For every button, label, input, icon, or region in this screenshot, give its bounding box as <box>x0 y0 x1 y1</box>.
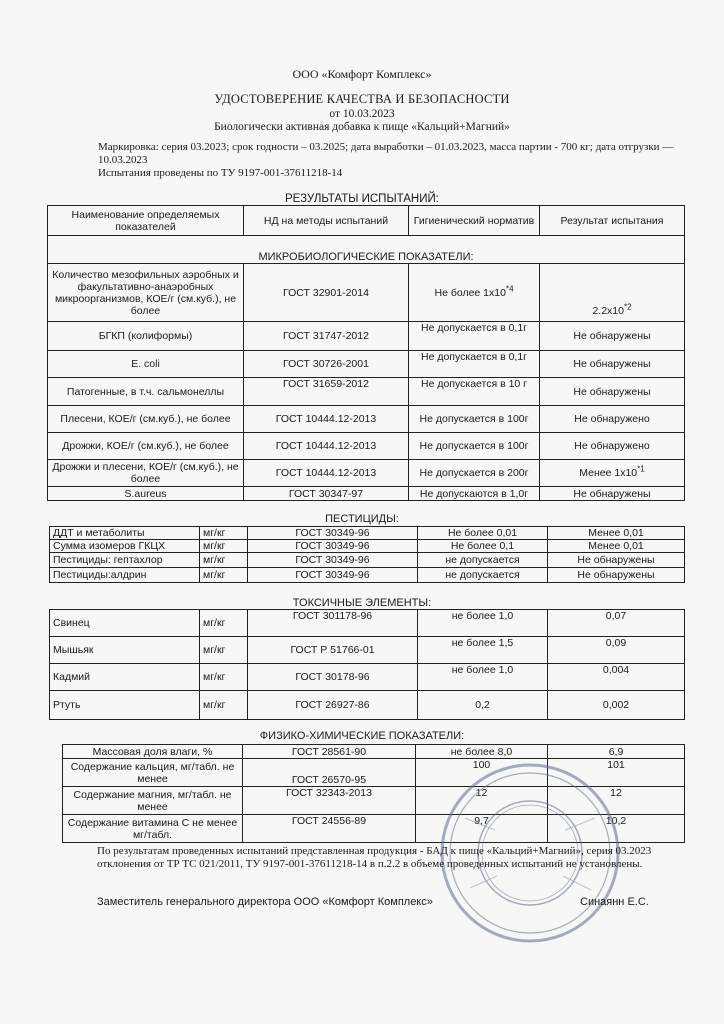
unit: мг/кг <box>200 610 248 637</box>
pesticides-table <box>49 526 685 583</box>
column-header: Гигиенический норматив <box>409 206 540 236</box>
indicator-name: Содержание витамина С не менее мг/табл. <box>63 815 243 843</box>
unit: мг/кг <box>200 527 248 540</box>
method: ГОСТ 301178-96 <box>248 610 418 637</box>
method: ГОСТ 26927-86 <box>248 691 418 720</box>
indicator-name: Пестициды: гептахлор <box>50 553 200 568</box>
table-row <box>48 460 685 487</box>
indicator-name: Плесени, КОЕ/г (см.куб.), не более <box>48 406 244 433</box>
table-row <box>50 637 685 664</box>
section-title-physchem: ФИЗИКО-ХИМИЧЕСКИЕ ПОКАЗАТЕЛИ: <box>259 730 465 742</box>
table-header-row <box>48 206 685 236</box>
norm: не более 1,0 <box>418 664 548 691</box>
method: ГОСТ 26570-95 <box>243 759 416 787</box>
method: ГОСТ 10444.12-2013 <box>244 433 409 460</box>
norm: не более 1,0 <box>418 610 548 637</box>
method: ГОСТ 32343-2013 <box>243 787 416 815</box>
table-row <box>48 322 685 351</box>
indicator-name: Пестициды:алдрин <box>50 568 200 583</box>
norm: не более 8,0 <box>416 745 548 759</box>
indicator-name: Сумма изомеров ГКЦХ <box>50 540 200 553</box>
section-title-pesticides: ПЕСТИЦИДЫ: <box>325 513 399 525</box>
method: ГОСТ 30349-96 <box>248 568 418 583</box>
product-name: Биологически активная добавка к пище «Кальций+Магний» <box>214 121 510 133</box>
indicator-name: S.aureus <box>48 487 244 501</box>
unit: мг/кг <box>200 568 248 583</box>
indicator-name: Дрожжи и плесени, КОЕ/г (см.куб.), не более <box>48 460 244 487</box>
result: Не обнаружены <box>540 322 685 351</box>
company-name: ООО «Комфорт Комплекс» <box>292 67 432 81</box>
result: Не обнаружены <box>548 553 685 568</box>
method: ГОСТ 10444.12-2013 <box>244 406 409 433</box>
table-row <box>50 553 685 568</box>
result: Не обнаружено <box>540 406 685 433</box>
method: ГОСТ 30347-97 <box>244 487 409 501</box>
column-header: Результат испытания <box>540 206 685 236</box>
table-row <box>63 745 685 759</box>
result: Не обнаружены <box>548 568 685 583</box>
result: 0,07 <box>548 610 685 637</box>
table-row <box>50 664 685 691</box>
result: Менее 0,01 <box>548 540 685 553</box>
section-title-micro: МИКРОБИОЛОГИЧЕСКИЕ ПОКАЗАТЕЛИ: <box>48 236 685 264</box>
indicator-name: Содержание кальция, мг/табл. не менее <box>63 759 243 787</box>
norm: Не более 1х10$^{*4}$ <box>409 264 540 322</box>
indicator-name: Кадмий <box>50 664 200 691</box>
norm: Не допускается в 10 г <box>409 378 540 406</box>
norm: не допускается <box>418 568 548 583</box>
table-row <box>48 264 685 322</box>
document-date: от 10.03.2023 <box>329 108 395 120</box>
result: 101 <box>548 759 685 787</box>
method: ГОСТ 31659-2012 <box>244 378 409 406</box>
norm: не допускается <box>418 553 548 568</box>
method: ГОСТ Р 51766-01 <box>248 637 418 664</box>
method: ГОСТ 28561-90 <box>243 745 416 759</box>
table-row <box>50 540 685 553</box>
table-row <box>50 527 685 540</box>
method: ГОСТ 32901-2014 <box>244 264 409 322</box>
result: 2.2х10$^{*2}$ <box>540 264 685 322</box>
indicator-name: Количество мезофильных аэробных и факультативно-анаэробных микроорганизмов, КОЕ/г (см.куб.), не более <box>48 264 244 322</box>
norm: 0,2 <box>418 691 548 720</box>
result: Не обнаружены <box>540 487 685 501</box>
conclusion-text: По результатам проведенных испытаний представленная продукция - БАД к пище «Кальций+Магний», серия 03.2023 отклонения от ТР ТС 021/2011, ТУ 9197-001-37611218-14 в п.2.2 в объеме проведенных испытаний не установлены. <box>97 845 652 870</box>
norm: 100 <box>416 759 548 787</box>
norm: Не более 0,01 <box>418 527 548 540</box>
result: Не обнаружены <box>540 351 685 378</box>
method: ГОСТ 10444.12-2013 <box>244 460 409 487</box>
norm: 12 <box>416 787 548 815</box>
table-row <box>48 378 685 406</box>
results-title: РЕЗУЛЬТАТЫ ИСПЫТАНИЙ: <box>285 193 439 205</box>
result: Менее 0,01 <box>548 527 685 540</box>
indicator-name: E. coli <box>48 351 244 378</box>
table-row <box>48 433 685 460</box>
norm: Не допускаются в 1,0г <box>409 487 540 501</box>
result: 0,004 <box>548 664 685 691</box>
norm: Не допускается в 100г <box>409 433 540 460</box>
norm: Не допускается в 100г <box>409 406 540 433</box>
section-title-toxic: ТОКСИЧНЫЕ ЭЛЕМЕНТЫ: <box>292 597 432 609</box>
method: ГОСТ 30178-96 <box>248 664 418 691</box>
norm: не более 1,5 <box>418 637 548 664</box>
method: ГОСТ 30349-96 <box>248 540 418 553</box>
indicator-name: Дрожжи, КОЕ/г (см.куб.), не более <box>48 433 244 460</box>
indicator-name: Мышьяк <box>50 637 200 664</box>
table-row <box>50 610 685 637</box>
result: 10,2 <box>548 815 685 843</box>
indicator-name: Содержание магния, мг/табл. не менее <box>63 787 243 815</box>
microbiology-table <box>47 205 685 501</box>
unit: мг/кг <box>200 664 248 691</box>
norm: Не допускается в 0,1г <box>409 351 540 378</box>
table-row <box>48 406 685 433</box>
norm: Не более 0,1 <box>418 540 548 553</box>
method: ГОСТ 24556-89 <box>243 815 416 843</box>
column-header: Наименование определяемых показателей <box>48 206 244 236</box>
result: 6,9 <box>548 745 685 759</box>
unit: мг/кг <box>200 553 248 568</box>
method: ГОСТ 31747-2012 <box>244 322 409 351</box>
table-row <box>50 691 685 720</box>
signatory-position: Заместитель генерального директора ООО «Комфорт Комплекс» <box>97 896 433 908</box>
result: 0,09 <box>548 637 685 664</box>
unit: мг/кг <box>200 691 248 720</box>
method: ГОСТ 30349-96 <box>248 553 418 568</box>
indicator-name: БГКП (колиформы) <box>48 322 244 351</box>
method: ГОСТ 30349-96 <box>248 527 418 540</box>
norm: Не допускается в 0,1г <box>409 322 540 351</box>
column-header: НД на методы испытаний <box>244 206 409 236</box>
table-row <box>48 487 685 501</box>
method: ГОСТ 30726-2001 <box>244 351 409 378</box>
norm: 9,7 <box>416 815 548 843</box>
indicator-name: ДДТ и метаболиты <box>50 527 200 540</box>
indicator-name: Ртуть <box>50 691 200 720</box>
unit: мг/кг <box>200 540 248 553</box>
signatory-name: Синаянн Е.С. <box>580 896 649 908</box>
marking-info: Маркировка: серия 03.2023; срок годности – 03.2025; дата выработки – 01.03.2023, масса партии - 700 кг; дата отгрузки — 10.03.2023 <box>98 141 674 166</box>
indicator-name: Массовая доля влаги, % <box>63 745 243 759</box>
table-row <box>48 351 685 378</box>
result: Менее 1х10$^{*1}$ <box>540 460 685 487</box>
indicator-name: Свинец <box>50 610 200 637</box>
table-row <box>50 568 685 583</box>
result: Не обнаружены <box>540 378 685 406</box>
document-title: УДОСТОВЕРЕНИЕ КАЧЕСТВА И БЕЗОПАСНОСТИ <box>214 92 510 106</box>
indicator-name: Патогенные, в т.ч. сальмонеллы <box>48 378 244 406</box>
tests-info: Испытания проведены по ТУ 9197-001-37611218-14 <box>98 167 343 179</box>
result: 12 <box>548 787 685 815</box>
toxic-table <box>49 609 685 720</box>
result: Не обнаружено <box>540 433 685 460</box>
norm: Не допускается в 200г <box>409 460 540 487</box>
unit: мг/кг <box>200 637 248 664</box>
result: 0,002 <box>548 691 685 720</box>
